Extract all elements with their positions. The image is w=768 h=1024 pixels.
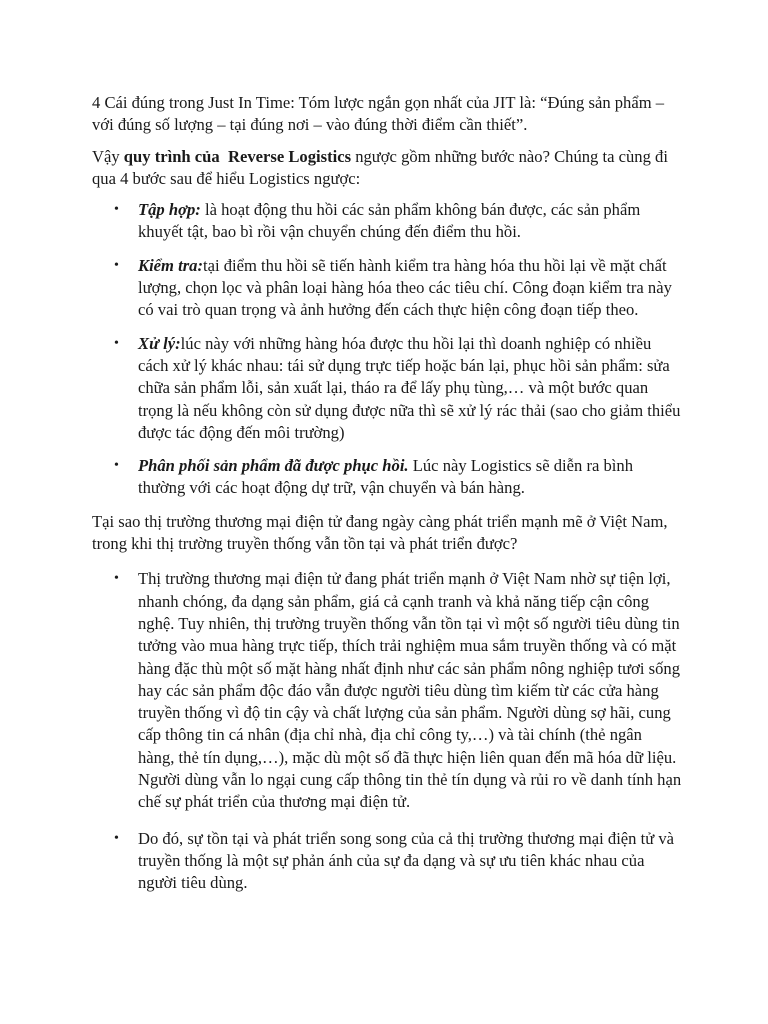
- answer-text: Thị trường thương mại điện tử đang phát triển mạnh ở Việt Nam nhờ sự tiện lợi, nhanh chóng, đa dạng sản phẩm, giá cả cạnh tranh và khả năng tiếp cận công nghệ. Tuy nhiên, thị trường truyền thống vẫn tồn tại vì một số người tiêu dùng tin tưởng vào mua hàng trực tiếp, thích trải nghiệm mua sắm truyền thống và có mặt hàng đặc thù một số mặt hàng nhất định như các sản phẩm nông nghiệp tươi sống hay các sản phẩm độc đáo vẫn được người tiêu dùng tìm kiếm từ các cửa hàng truyền thống vì độ tin cậy và chất lượng của sản phẩm. Người dùng sợ hãi, cung cấp thông tin cá nhân (địa chỉ nhà, địa chỉ công ty,…) và tài chính (thẻ ngân hàng, thẻ tín dụng,…), mặc dù một số đã thực hiện liên quan đến mã hóa dữ liệu. Người dùng vẫn lo ngại cung cấp thông tin thẻ tín dụng và rủi ro về danh tính hạn chế sự phát triển của thương mại điện tử.: [138, 569, 682, 812]
- step-term: Xử lý:: [138, 333, 181, 353]
- bullet-icon: •: [114, 458, 119, 474]
- ecommerce-question: Tại sao thị trường thương mại điện tử đang ngày càng phát triển mạnh mẽ ở Việt Nam, trong khi thị trường truyền thống vẫn tồn tại và phát triển được?: [92, 511, 668, 554]
- reverse-logistics-question: [92, 146, 682, 191]
- question-gap: [220, 147, 228, 166]
- bullet-icon: •: [114, 830, 119, 846]
- step-term: Kiểm tra:: [138, 255, 203, 275]
- question-suffix: ngược gồm những bước nào? Chúng ta cùng đi qua 4 bước sau để hiểu Logistics ngược:: [92, 146, 668, 188]
- list-item: [92, 333, 682, 444]
- step-text: tại điểm thu hồi sẽ tiến hành kiểm tra hàng hóa thu hồi lại về mặt chất lượng, chọn lọc và phân loại hàng hóa theo các tiêu chí. Công đoạn kiểm tra này có vai trò quan trọng và ảnh hưởng đến cách thực hiện công đoạn tiếp theo.: [138, 255, 672, 320]
- bullet-icon: •: [114, 202, 119, 218]
- document-page: [92, 92, 682, 909]
- bullet-icon: •: [114, 571, 119, 587]
- question-prefix: Vậy: [92, 146, 124, 166]
- list-item: [92, 828, 682, 895]
- step-term: Phân phối sản phẩm đã được phục hồi.: [138, 456, 409, 476]
- intro-paragraph: 4 Cái đúng trong Just In Time: Tóm lược ngắn gọn nhất của JIT là: “Đúng sản phẩm – với đúng số lượng – tại đúng nơi – vào đúng thời điểm cần thiết”.: [92, 93, 665, 135]
- reverse-logistics-steps-list: [92, 199, 682, 500]
- bullet-icon: •: [114, 257, 119, 273]
- step-text: Lúc này Logistics sẽ diễn ra bình thường với các hoạt động dự trữ, vận chuyển và bán hàng.: [138, 456, 634, 498]
- question-bold-process: quy trình của: [123, 146, 220, 166]
- answer-text: Do đó, sự tồn tại và phát triển song song của cả thị trường thương mại điện tử và truyền thống là một sự phản ánh của sự đa dạng và sự ưu tiên khác nhau của người tiêu dùng.: [138, 828, 675, 893]
- step-term: Tập hợp:: [138, 200, 201, 220]
- ecommerce-answers-list: [92, 568, 682, 894]
- question-bold-reverse-logistics: Reverse Logistics: [228, 146, 352, 166]
- list-item: [92, 199, 682, 244]
- step-text: lúc này với những hàng hóa được thu hồi lại thì doanh nghiệp có nhiều cách xử lý khác nhau: tái sử dụng trực tiếp hoặc bán lại, phục hồi sản phẩm: sửa chữa sản phẩm lỗi, sản xuất lại, tháo ra để lấy phụ tùng,… và một bước quan trọng là nếu không còn sử dụng được nữa thì sẽ xử lý rác thải (sao cho giảm thiểu được tác động đến môi trường): [138, 333, 681, 442]
- list-item: [92, 568, 682, 813]
- list-item: [92, 455, 682, 500]
- list-item: [92, 255, 682, 322]
- bullet-icon: •: [114, 335, 119, 351]
- step-text: là hoạt động thu hồi các sản phẩm không bán được, các sản phẩm khuyết tật, bao bì rồi vận chuyển chúng đến điểm thu hồi.: [138, 200, 641, 242]
